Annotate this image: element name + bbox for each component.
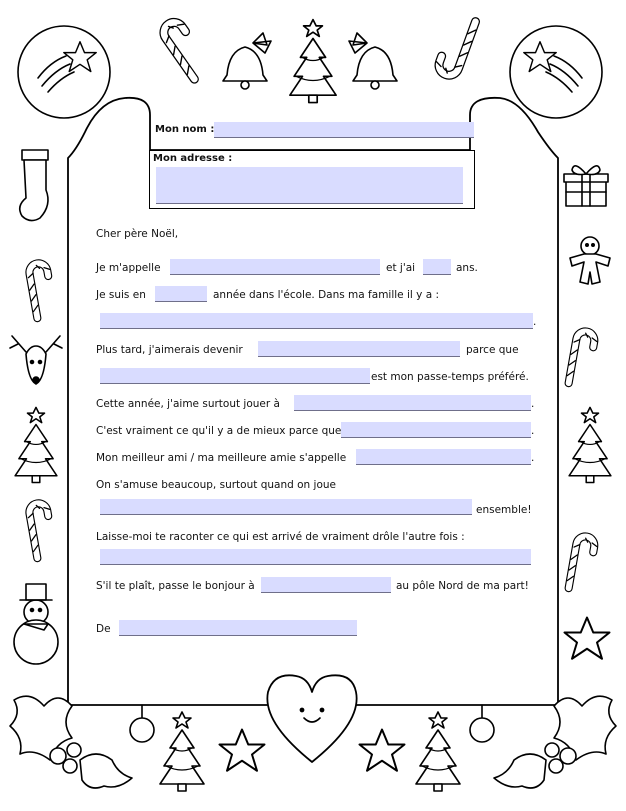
- grade-field[interactable]: [155, 286, 207, 302]
- best-reason-field[interactable]: [341, 422, 531, 438]
- line-north-pole-label: au pôle Nord de ma part!: [396, 580, 529, 592]
- name-label: Mon nom :: [155, 124, 215, 135]
- line-career-label: Plus tard, j'aimerais devenir: [96, 344, 243, 356]
- hobby-field[interactable]: [100, 368, 370, 384]
- hello-to-field[interactable]: [261, 577, 391, 593]
- line-age-label: et j'ai: [386, 262, 416, 274]
- line-age-suffix: ans.: [456, 262, 478, 274]
- line-hello-label: S'il te plaît, passe le bonjour à: [96, 580, 255, 592]
- career-field[interactable]: [258, 341, 460, 357]
- period-1: .: [533, 316, 537, 328]
- line-together-label: ensemble!: [476, 504, 532, 516]
- line-hobby-label: est mon passe-temps préféré.: [371, 371, 529, 383]
- story-field[interactable]: [100, 549, 531, 565]
- greeting: Cher père Noël,: [96, 228, 179, 240]
- period-3: .: [531, 425, 535, 437]
- line-name-label: Je m'appelle: [96, 262, 161, 274]
- name-field[interactable]: [214, 122, 474, 138]
- child-name-field[interactable]: [170, 259, 380, 275]
- play-together-field[interactable]: [100, 499, 472, 515]
- line-from-label: De: [96, 623, 111, 635]
- period-2: .: [531, 398, 535, 410]
- family-field[interactable]: [100, 313, 533, 329]
- best-friend-field[interactable]: [356, 449, 531, 465]
- line-family-label: année dans l'école. Dans ma famille il y a :: [213, 289, 440, 301]
- line-play-label: Cette année, j'aime surtout jouer à: [96, 398, 280, 410]
- line-best-label: C'est vraiment ce qu'il y a de mieux parce que: [96, 425, 342, 437]
- line-fun-label: On s'amuse beaucoup, surtout quand on joue: [96, 479, 336, 491]
- period-4: .: [531, 452, 535, 464]
- line-because-label: parce que: [466, 344, 519, 356]
- age-field[interactable]: [423, 259, 451, 275]
- play-field[interactable]: [294, 395, 531, 411]
- line-story-label: Laisse-moi te raconter ce qui est arrivé de vraiment drôle l'autre fois :: [96, 531, 465, 543]
- address-label: Mon adresse :: [153, 153, 233, 164]
- line-grade-label: Je suis en: [96, 289, 146, 301]
- line-friend-label: Mon meilleur ami / ma meilleure amie s'appelle: [96, 452, 347, 464]
- address-field[interactable]: [156, 167, 463, 204]
- from-field[interactable]: [119, 620, 357, 636]
